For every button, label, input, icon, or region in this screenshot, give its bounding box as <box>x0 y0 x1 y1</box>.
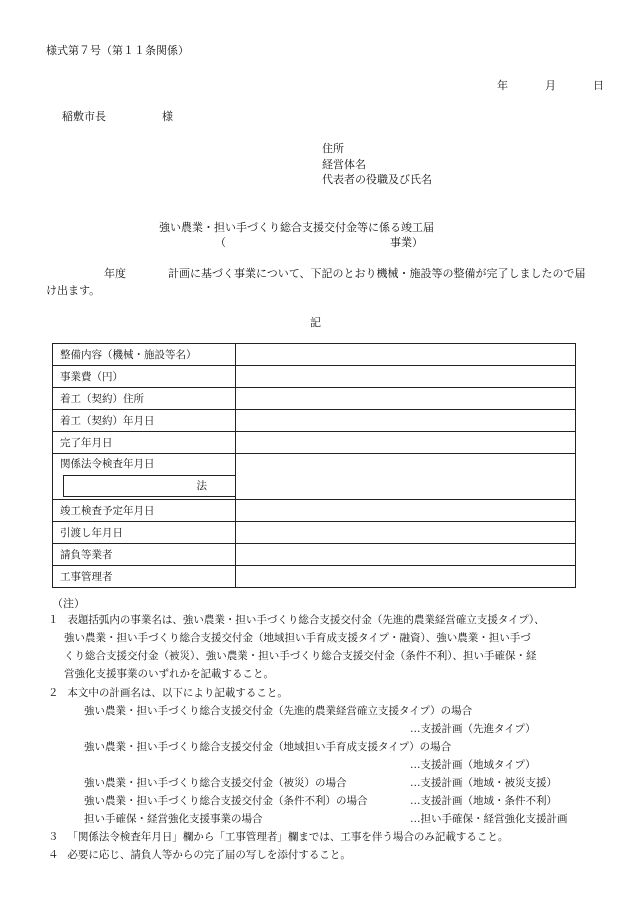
applicant-entity: 経営体名 <box>322 157 366 171</box>
table-row <box>53 344 576 366</box>
ki-heading: 記 <box>310 316 321 329</box>
table-row <box>53 432 576 454</box>
subtitle-open: （ <box>215 236 226 249</box>
row-value[interactable] <box>236 544 576 566</box>
subtitle-close: 事業） <box>390 236 423 249</box>
row-value[interactable] <box>236 432 576 454</box>
note-2 <box>48 686 288 701</box>
body-main: 計画に基づく事業について、下記のとおり機械・施設等の整備が完了しましたので届け出ます。 <box>46 267 586 297</box>
row-label: 竣工検査予定年月日 <box>53 500 236 522</box>
document-title: 強い農業・担い手づくり総合支援交付金等に係る竣工届 <box>159 221 434 234</box>
note-3-text: 「関係法令検査年月日」欄から「工事管理者」欄までは、工事を伴う場合のみ記載すること。 <box>67 831 509 843</box>
note-1 <box>48 613 545 628</box>
note-1-line-3: くり総合支援交付金（被災）、強い農業・担い手づくり総合支援交付金（条件不利）、担い手確保・経 <box>64 650 537 662</box>
applicant-address: 住所 <box>322 142 344 155</box>
date-month: 月 <box>545 79 556 92</box>
table-row <box>53 388 576 410</box>
date-year: 年 <box>497 79 508 92</box>
note-1-line-1: 表題括弧内の事業名は、強い農業・担い手づくり総合支援交付金（先進的農業経営確立支援タイプ）、 <box>67 614 545 626</box>
body-text <box>46 265 586 299</box>
note-2-num: ２ <box>48 687 59 699</box>
plan-right: …担い手確保・経営強化支援計画 <box>410 813 568 825</box>
plan-left: 強い農業・担い手づくり総合支援交付金（条件不利）の場合 <box>84 795 368 807</box>
row-value[interactable] <box>236 366 576 388</box>
table-row <box>53 500 576 522</box>
table-row <box>53 544 576 566</box>
applicant-representative: 代表者の役職及び氏名 <box>322 173 432 186</box>
row-label: 請負等業者 <box>53 544 236 566</box>
completion-table <box>52 343 576 588</box>
document-subtitle <box>215 236 423 250</box>
addressee-name: 稲敷市長 <box>62 110 106 123</box>
law-header: 関係法令検査年月日 <box>60 458 155 470</box>
plan-left: 強い農業・担い手づくり総合支援交付金（先進的農業経営確立支援タイプ）の場合 <box>84 705 473 717</box>
note-1-line-2: 強い農業・担い手づくり総合支援交付金（地域担い手育成支援タイプ・融資）、強い農業・担い手づ <box>64 632 531 644</box>
note-2-text: 本文中の計画名は、以下により記載すること。 <box>67 687 288 699</box>
note-4 <box>48 848 351 863</box>
plan-right: …支援計画（地域・被災支援） <box>410 777 557 789</box>
row-label: 事業費（円） <box>53 366 236 388</box>
row-label: 完了年月日 <box>53 432 236 454</box>
note-1-num: １ <box>48 614 59 626</box>
row-value[interactable] <box>236 566 576 588</box>
row-value[interactable] <box>236 500 576 522</box>
row-value[interactable] <box>236 388 576 410</box>
plan-left: 担い手確保・経営強化支援事業の場合 <box>84 813 263 825</box>
row-label: 引渡し年月日 <box>53 522 236 544</box>
row-label: 着工（契約）住所 <box>53 388 236 410</box>
addressee <box>62 110 173 124</box>
plan-left: 強い農業・担い手づくり総合支援交付金（地域担い手育成支援タイプ）の場合 <box>84 741 452 753</box>
notes-title: （注） <box>52 597 85 610</box>
table-row <box>53 366 576 388</box>
applicant-block <box>322 141 432 188</box>
body-year: 年度 <box>104 267 126 280</box>
table-row <box>53 522 576 544</box>
note-3-num: ３ <box>48 831 59 843</box>
row-label: 着工（契約）年月日 <box>53 410 236 432</box>
row-label: 整備内容（機械・施設等名） <box>53 344 236 366</box>
law-name-box <box>63 475 235 497</box>
addressee-honorific: 様 <box>162 110 173 123</box>
law-cell <box>53 454 236 500</box>
row-value[interactable] <box>236 410 576 432</box>
plan-right: …支援計画（地域タイプ） <box>410 759 536 771</box>
note-1-line-4: 営強化支援事業のいずれかを記載すること。 <box>64 668 274 680</box>
note-3 <box>48 830 508 845</box>
plan-right: …支援計画（先進タイプ） <box>410 723 536 735</box>
table-row <box>53 566 576 588</box>
date-line <box>497 79 608 93</box>
row-value[interactable] <box>236 344 576 366</box>
table-row <box>53 454 576 500</box>
note-4-text: 必要に応じ、請負人等からの完了届の写しを添付すること。 <box>67 849 351 861</box>
row-value[interactable] <box>236 522 576 544</box>
plan-right: …支援計画（地域・条件不利） <box>410 795 557 807</box>
table-row <box>53 410 576 432</box>
plan-left: 強い農業・担い手づくり総合支援交付金（被災）の場合 <box>84 777 347 789</box>
row-value[interactable] <box>236 454 576 500</box>
law-label: 法 <box>196 480 207 492</box>
date-day: 日 <box>593 79 604 92</box>
form-id: 様式第７号（第１１条関係） <box>46 44 189 57</box>
note-4-num: ４ <box>48 849 59 861</box>
row-label: 工事管理者 <box>53 566 236 588</box>
